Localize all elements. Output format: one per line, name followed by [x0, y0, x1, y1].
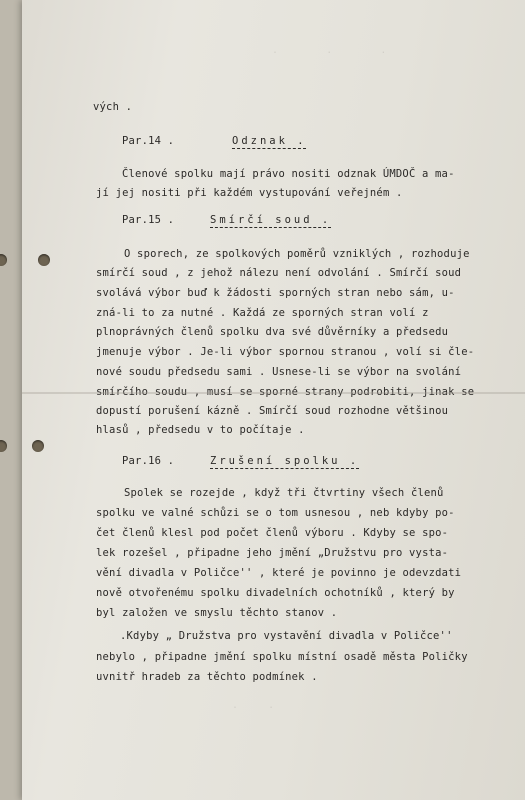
text-line: Spolek se rozejde , když tři čtvrtiny všech členů [124, 487, 444, 499]
bleed-through-text: . . [232, 700, 275, 711]
punch-hole [38, 254, 50, 266]
paragraph-number: Par.15 . [122, 214, 175, 226]
punch-hole [32, 440, 44, 452]
text-line: svolává výbor buď k žádosti sporných stran nebo sám, u- [96, 287, 455, 299]
bleed-through-text: . . . [272, 45, 387, 56]
text-line: nově otvořenému spolku divadelních ochotníků , který by [96, 587, 455, 599]
text-line: smírčí soud , z jehož nálezu není odvolání . Smírčí soud [96, 267, 462, 279]
text-line: smírčího soudu , musí se sporné strany podrobiti, jinak se [96, 386, 475, 398]
text-line: vých . [93, 101, 133, 113]
text-line: zná-li to za nutné . Každá ze sporných stran volí z [96, 307, 429, 319]
punch-hole [0, 254, 7, 266]
text-line: jmenuje výbor . Je-li výbor spornou stranou , volí si čle- [96, 346, 475, 358]
text-line: uvnitř hradeb za těchto podmínek . [96, 671, 318, 683]
text-line: vění divadla v Poličce'' , které je povinno je odevzdati [96, 567, 462, 579]
text-line: lek rozešel , připadne jeho jmění „Družstvu pro vysta- [96, 547, 449, 559]
text-line: plnoprávných členů spolku dva své důvěrníky a předsedu [96, 326, 449, 338]
text-line: .Kdyby „ Družstva pro vystavění divadla v Poličce'' [120, 630, 453, 642]
text-line: jí jej nositi při každém vystupování veřejném . [96, 187, 403, 199]
section-heading: Odznak . [232, 135, 307, 147]
paragraph-number: Par.16 . [122, 455, 175, 467]
paragraph-number: Par.14 . [122, 135, 175, 147]
text-line: hlasů , předsedu v to počítaje . [96, 424, 305, 436]
section-heading: Smírčí soud . [210, 214, 332, 226]
text-line: nové soudu předsedu sami . Usnese-li se výbor na svolání [96, 366, 462, 378]
text-line: nebylo , připadne jmění spolku místní osadě města Poličky [96, 651, 468, 663]
text-line: spolku ve valné schůzi se o tom usnesou , neb kdyby po- [96, 507, 455, 519]
text-line: O sporech, ze spolkových poměrů vzniklých , rozhoduje [124, 248, 470, 260]
text-line: byl založen ve smyslu těchto stanov . [96, 607, 338, 619]
text-line: čet členů klesl pod počet členů výboru . Kdyby se spo- [96, 527, 449, 539]
text-line: Členové spolku mají právo nositi odznak ÚMDOČ a ma- [122, 168, 455, 180]
document-page [22, 0, 525, 800]
punch-hole [0, 440, 7, 452]
section-heading: Zrušení spolku . [210, 455, 360, 467]
text-line: dopustí porušení kázně . Smírčí soud rozhodne většinou [96, 405, 449, 417]
